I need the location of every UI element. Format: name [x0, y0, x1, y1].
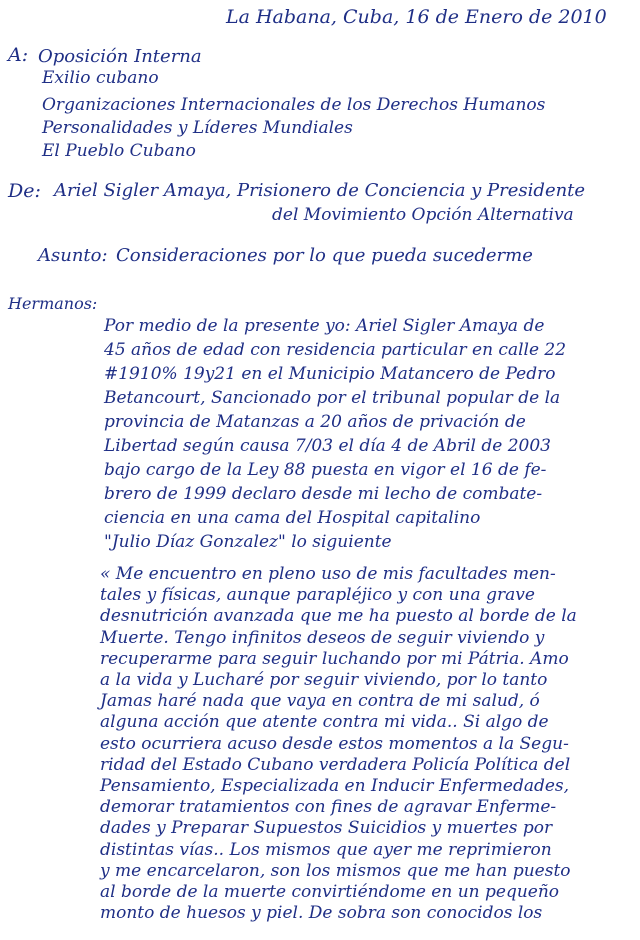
recipient-line: Organizaciones Internacionales de los Derechos Humanos — [42, 95, 546, 115]
paragraph-line: alguna acción que atente contra mi vida.. Si algo de — [100, 712, 549, 733]
paragraph-line: dades y Preparar Supuestos Suicidios y muertes por — [100, 818, 553, 839]
from-line: Ariel Sigler Amaya, Prisionero de Conciencia y Presidente — [54, 180, 586, 201]
paragraph-line: Jamas haré nada que vaya en contra de mi salud, ó — [100, 691, 540, 712]
date-line: La Habana, Cuba, 16 de Enero de 2010 — [226, 6, 607, 28]
paragraph-line: #1910% 19y21 en el Municipio Matancero de Pedro — [104, 364, 556, 384]
paragraph-line: Por medio de la presente yo: Ariel Sigler Amaya de — [104, 316, 545, 336]
paragraph-line: esto ocurriera acuso desde estos momentos a la Segu- — [100, 733, 569, 754]
salutation: Hermanos: — [8, 294, 98, 313]
paragraph-line: recuperarme para seguir luchando por mi Pátria. Amo — [100, 648, 569, 669]
paragraph-line: desnutrición avanzada que me ha puesto al borde de la — [100, 606, 577, 627]
paragraph-line: y me encarcelaron, son los mismos que me han puesto — [100, 860, 571, 881]
paragraph-line: distintas vías.. Los mismos que ayer me reprimieron — [100, 839, 552, 860]
recipient-line: Personalidades y Líderes Mundiales — [42, 118, 353, 138]
recipient-line: Exilio cubano — [42, 68, 159, 88]
paragraph-line: a la vida y Lucharé por seguir viviendo, por lo tanto — [100, 670, 548, 690]
recipient-line: Oposición Interna — [38, 46, 202, 67]
paragraph-line: ciencia en una cama del Hospital capitalino — [104, 508, 481, 528]
subject-label: Asunto: — [38, 245, 108, 266]
from-label: De: — [8, 180, 41, 202]
paragraph-line: provincia de Matanzas a 20 años de privación de — [104, 412, 526, 432]
paragraph-line: bajo cargo de la Ley 88 puesta en vigor el 16 de fe- — [104, 460, 547, 480]
paragraph-line: tales y físicas, aunque parapléjico y con una grave — [100, 585, 535, 606]
paragraph-line: Libertad según causa 7/03 el día 4 de Abril de 2003 — [104, 436, 551, 456]
paragraph-line: Pensamiento, Especializada en Inducir Enfermedades, — [100, 776, 570, 796]
paragraph-line: brero de 1999 declaro desde mi lecho de combate- — [104, 484, 543, 504]
paragraph-line: 45 años de edad con residencia particular en calle 22 — [104, 340, 567, 360]
paragraph-line: Betancourt, Sancionado por el tribunal popular de la — [104, 388, 561, 408]
from-line: del Movimiento Opción Alternativa — [272, 205, 574, 225]
paragraph-line: al borde de la muerte convirtiéndome en un pequeño — [100, 882, 560, 902]
paragraph-line: Muerte. Tengo infinitos deseos de seguir viviendo y — [100, 627, 545, 648]
to-label: A: — [8, 44, 29, 66]
paragraph-line: monto de huesos y piel. De sobra son conocidos los — [100, 903, 543, 924]
subject-text: Consideraciones por lo que pueda sucederme — [116, 245, 533, 266]
paragraph-line: ridad del Estado Cubano verdadera Policía Política del — [100, 754, 571, 775]
paragraph-line: « Me encuentro en pleno uso de mis facultades men- — [100, 564, 556, 584]
paragraph-line: demorar tratamientos con fines de agravar Enferme- — [100, 797, 557, 818]
recipient-line: El Pueblo Cubano — [42, 141, 196, 161]
paragraph-line: "Julio Díaz Gonzalez" lo siguiente — [104, 532, 392, 552]
